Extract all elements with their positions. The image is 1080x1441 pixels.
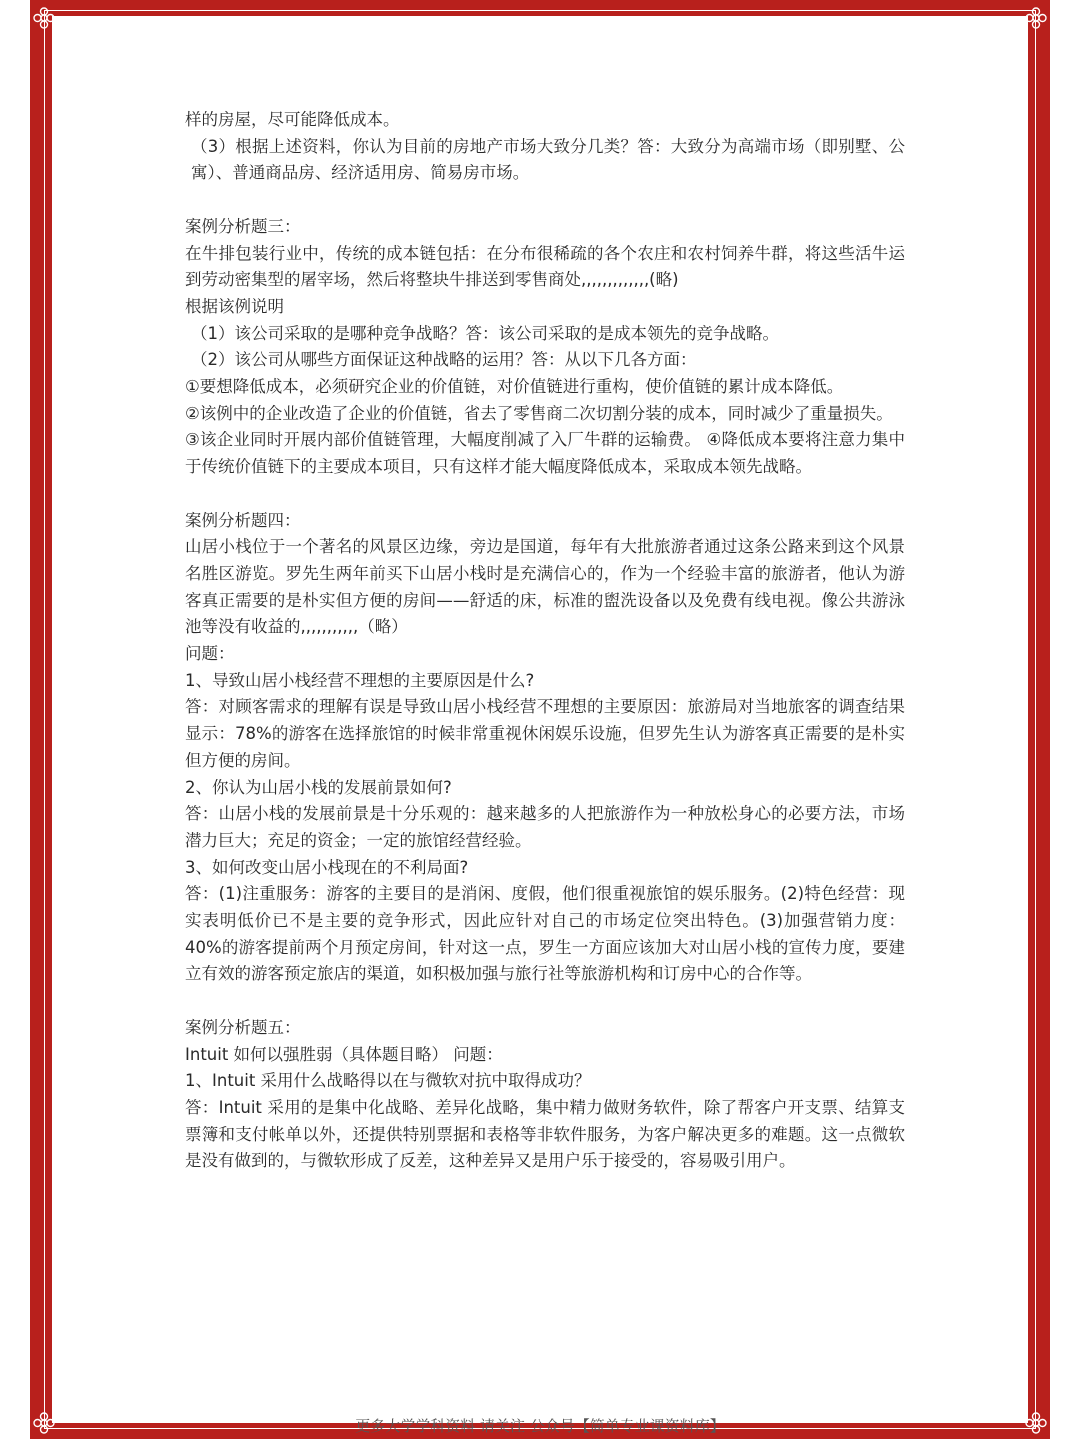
flower-ornament-icon (1021, 1408, 1051, 1438)
paragraph: （3）根据上述资料，你认为目前的房地产市场大致分几类？答：大致分为高端市场（即别墅、公寓）、普通商品房、经济适用房、简易房市场。 (191, 136, 905, 183)
blank-line (185, 988, 905, 1015)
question: 1、Intuit 采用什么战略得以在与微软对抗中取得成功？ (185, 1071, 591, 1091)
section-heading: 案例分析题四： (185, 510, 301, 530)
paragraph: 问题： (185, 644, 235, 664)
question: 3、如何改变山居小栈现在的不利局面? (185, 857, 469, 877)
list-item: ③该企业同时开展内部价值链管理，大幅度削减了入厂牛群的运输费。 ④降低成本要将注意力集中于传统价值链下的主要成本项目，只有这样才能大幅度降低成本，采取成本领先战略。 (185, 430, 905, 477)
paragraph: 在牛排包装行业中，传统的成本链包括：在分布很稀疏的各个农庄和农村饲养牛群，将这些活牛运到劳动密集型的屠宰场，然后将整块牛排送到零售商处,,,,,,,,,,,,,(略) (185, 243, 905, 290)
answer: 答：山居小栈的发展前景是十分乐观的：越来越多的人把旅游作为一种放松身心的必要方法，市场潜力巨大；充足的资金；一定的旅馆经营经验。 (185, 804, 905, 850)
section-heading: 案例分析题五： (185, 1017, 301, 1037)
answer: 答：Intuit 采用的是集中化战略、差异化战略，集中精力做财务软件，除了帮客户开支票、结算支票簿和支付帐单以外，还提供特别票据和表格等非软件服务，为客户解决更多的难题。这一点微软是没有做到的，与微软形成了反差，这种差异又是用户乐于接受的，容易吸引用户。 (185, 1097, 905, 1171)
paragraph: 山居小栈位于一个著名的风景区边缘，旁边是国道，每年有大批旅游者通过这条公路来到这个风景名胜区游览。罗先生两年前买下山居小栈时是充满信心的，作为一个经验丰富的旅游者，他认为游客真正需要的是朴实但方便的房间——舒适的床，标准的盥洗设备以及免费有线电视。像公共游泳池等没有收益的,,,,,,,,,,,（略） (185, 537, 905, 637)
paragraph: 根据该例说明 (185, 296, 284, 316)
question: （2）该公司从哪些方面保证这种战略的运用？答：从以下几各方面： (191, 350, 697, 370)
blank-line (185, 481, 905, 508)
flower-ornament-icon (29, 3, 59, 33)
document-body (185, 107, 905, 1175)
paragraph: 样的房屋，尽可能降低成本。 (185, 110, 400, 129)
question: 2、你认为山居小栈的发展前景如何? (185, 777, 452, 797)
paragraph: Intuit 如何以强胜弱（具体题目略） 问题： (185, 1044, 503, 1064)
footer-note (180, 1411, 900, 1423)
section-heading: 案例分析题三： (185, 216, 301, 236)
question: （1）该公司采取的是哪种竞争战略？答：该公司采取的是成本领先的竞争战略。 (191, 323, 779, 343)
question: 1、导致山居小栈经营不理想的主要原因是什么? (185, 670, 535, 690)
blank-line (185, 187, 905, 214)
answer: 答：(1)注重服务：游客的主要目的是消闲、度假，他们很重视旅馆的娱乐服务。(2)特色经营：现实表明低价已不是主要的竞争形式，因此应针对自己的市场定位突出特色。(3)加强营销力度：40%的游客提前两个月预定房间，针对这一点，罗生一方面应该加大对山居小栈的宣传力度，要建立有效的游客预定旅店的渠道，如积极加强与旅行社等旅游机构和订房中心的合作等。 (185, 884, 905, 984)
list-item: ②该例中的企业改造了企业的价值链，省去了零售商二次切割分装的成本，同时减少了重量损失。 (185, 403, 893, 423)
flower-ornament-icon (29, 1408, 59, 1438)
answer: 答：对顾客需求的理解有误是导致山居小栈经营不理想的主要原因：旅游局对当地旅客的调查结果显示：78%的游客在选择旅馆的时候非常重视休闲娱乐设施，但罗先生认为游客真正需要的是朴实但方便的房间。 (185, 697, 905, 770)
flower-ornament-icon (1021, 3, 1051, 33)
list-item: ①要想降低成本，必须研究企业的价值链，对价值链进行重构，使价值链的累计成本降低。 (185, 377, 844, 397)
